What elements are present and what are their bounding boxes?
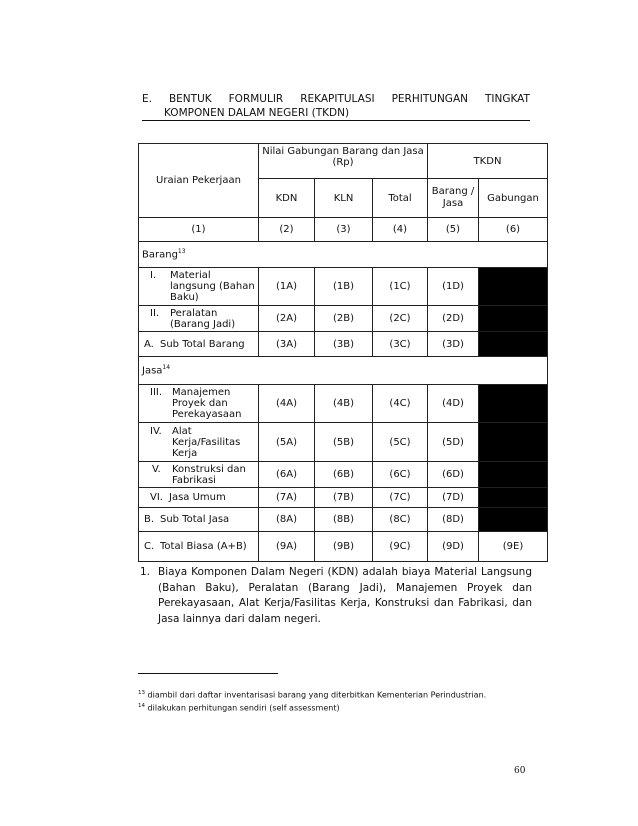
- row-number: IV.: [150, 425, 162, 437]
- heading-word: FORMULIR: [228, 93, 284, 105]
- row-label: Alat Kerja/Fasilitas Kerja: [172, 425, 241, 459]
- footnote-ref: 13: [177, 248, 186, 256]
- cell-tkdn-jasa: (6D): [428, 462, 479, 488]
- cell-kln: (3B): [315, 332, 373, 357]
- table-row: [139, 423, 548, 462]
- cell-kln: (9B): [315, 532, 373, 562]
- cell-kln: (6B): [315, 462, 373, 488]
- cell-tkdn-barang: (3D): [428, 332, 479, 357]
- cell-tkdn-jasa: (5D): [428, 423, 479, 462]
- note-number: 1.: [140, 566, 151, 578]
- blacked-out-cell: [479, 508, 548, 532]
- blacked-out-cell: [479, 385, 548, 423]
- cell-kdn: (7A): [259, 488, 315, 508]
- subtotal-row: [139, 508, 548, 532]
- group-jasa: [139, 357, 548, 385]
- cell-total: (2C): [373, 306, 428, 332]
- heading-line-2: KOMPONEN DALAM NEGERI (TKDN): [164, 107, 350, 119]
- column-number-row: [139, 218, 548, 242]
- heading-word: TINGKAT: [484, 93, 530, 105]
- cell-total: (7C): [373, 488, 428, 508]
- cell-kln: (7B): [315, 488, 373, 508]
- row-label: Material langsung (Bahan Baku): [170, 270, 255, 303]
- footnote-14: [138, 701, 340, 714]
- blacked-out-cell: [479, 268, 548, 306]
- col-number: (6): [479, 218, 548, 242]
- row-label: Total Biasa (A+B): [160, 541, 247, 552]
- header-kdn: KDN: [259, 179, 315, 218]
- table-row: [139, 462, 548, 488]
- cell-total: (1C): [373, 268, 428, 306]
- cell-kln: (1B): [315, 268, 373, 306]
- total-row: [139, 532, 548, 562]
- cell-kdn: (3A): [259, 332, 315, 357]
- explanatory-note: [140, 565, 532, 627]
- cell-kdn: (4A): [259, 385, 315, 423]
- row-number: V.: [152, 463, 161, 475]
- cell-tkdn-jasa: (7D): [428, 488, 479, 508]
- section-heading: [142, 92, 530, 120]
- cell-tkdn-barang: (1D): [428, 268, 479, 306]
- group-label: Barang: [142, 249, 178, 261]
- cell-kln: (2B): [315, 306, 373, 332]
- row-label: Jasa Umum: [169, 492, 226, 503]
- row-label: Sub Total Jasa: [160, 514, 230, 525]
- cell-tkdn-barang-jasa: (9D): [428, 532, 479, 562]
- footnote-ref: 14: [162, 364, 171, 372]
- row-label: Peralatan (Barang Jadi): [170, 307, 236, 330]
- heading-word: REKAPITULASI: [300, 93, 375, 105]
- cell-kdn: (5A): [259, 423, 315, 462]
- row-number: C.: [144, 541, 155, 552]
- col-number: (5): [428, 218, 479, 242]
- col-number: (2): [259, 218, 315, 242]
- col-number: (4): [373, 218, 428, 242]
- row-number: II.: [150, 307, 160, 319]
- row-label: Manajemen Proyek dan Perekayasaan: [172, 387, 242, 420]
- group-label: Jasa: [142, 365, 163, 377]
- header-nilai-gabungan: Nilai Gabungan Barang dan Jasa (Rp): [259, 144, 428, 179]
- row-label: Sub Total Barang: [160, 338, 245, 350]
- table-row: [139, 488, 548, 508]
- blacked-out-cell: [479, 488, 548, 508]
- table-row: [139, 268, 548, 306]
- section-letter: E.: [142, 93, 152, 105]
- cell-tkdn-barang: (2D): [428, 306, 479, 332]
- cell-kdn: (9A): [259, 532, 315, 562]
- col-number: (1): [139, 218, 259, 242]
- subtotal-row: [139, 332, 548, 357]
- cell-total: (4C): [373, 385, 428, 423]
- rekapitulasi-table: [138, 143, 548, 562]
- row-label: Konstruksi dan Fabrikasi: [172, 463, 246, 486]
- cell-kdn: (1A): [259, 268, 315, 306]
- footnote-13: [138, 688, 486, 701]
- footnote-marker: 13: [138, 690, 145, 696]
- row-number: B.: [144, 514, 155, 525]
- col-number: (3): [315, 218, 373, 242]
- cell-tkdn-gabungan: (9E): [479, 532, 548, 562]
- footnote-text: dilakukan perhitungan sendiri (self assessment): [147, 703, 340, 713]
- heading-word: PERHITUNGAN: [391, 93, 468, 105]
- cell-kln: (4B): [315, 385, 373, 423]
- footnote-text: diambil dari daftar inventarisasi barang yang diterbitkan Kementerian Perindustrian.: [147, 690, 487, 700]
- heading-underline: [142, 120, 530, 121]
- note-text: Biaya Komponen Dalam Negeri (KDN) adalah biaya Material Langsung (Bahan Baku), Peralatan (Barang Jadi), Manajemen Proyek dan Perekayasaan, Alat Kerja/Fasilitas Kerja, Konstruksi dan Fabrikasi, dan Jasa lainnya dari dalam negeri.: [158, 566, 532, 625]
- cell-total: (6C): [373, 462, 428, 488]
- cell-total: (9C): [373, 532, 428, 562]
- header-kln: KLN: [315, 179, 373, 218]
- cell-kdn: (6A): [259, 462, 315, 488]
- cell-total: (5C): [373, 423, 428, 462]
- table-row: [139, 306, 548, 332]
- footnote-separator: [138, 673, 278, 674]
- table-row: [139, 385, 548, 423]
- header-barang-jasa: Barang / Jasa: [428, 179, 479, 218]
- header-gabungan: Gabungan: [479, 179, 548, 218]
- cell-total: (8C): [373, 508, 428, 532]
- heading-word: BENTUK: [168, 93, 212, 105]
- blacked-out-cell: [479, 462, 548, 488]
- blacked-out-cell: [479, 306, 548, 332]
- cell-kdn: (2A): [259, 306, 315, 332]
- header-tkdn: TKDN: [428, 144, 548, 179]
- cell-tkdn-jasa: (4D): [428, 385, 479, 423]
- blacked-out-cell: [479, 423, 548, 462]
- cell-tkdn-jasa: (8D): [428, 508, 479, 532]
- page-number: 60: [514, 766, 526, 776]
- row-number: A.: [144, 338, 154, 350]
- row-number: VI.: [150, 492, 163, 503]
- cell-kln: (8B): [315, 508, 373, 532]
- group-barang: [139, 242, 548, 268]
- cell-total: (3C): [373, 332, 428, 357]
- row-number: III.: [150, 387, 163, 398]
- blacked-out-cell: [479, 332, 548, 357]
- header-uraian: Uraian Pekerjaan: [139, 144, 259, 218]
- cell-kln: (5B): [315, 423, 373, 462]
- cell-kdn: (8A): [259, 508, 315, 532]
- header-total: Total: [373, 179, 428, 218]
- footnote-marker: 14: [138, 703, 145, 709]
- row-number: I.: [150, 270, 157, 281]
